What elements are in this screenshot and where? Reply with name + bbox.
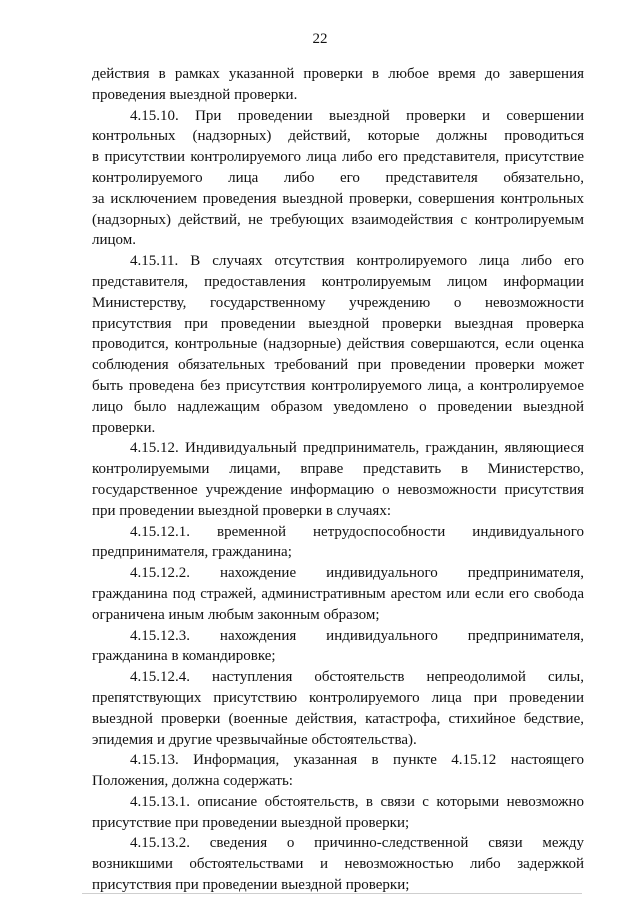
text-line: контролируемыми лицами, вправе представить в Министерство, <box>92 461 584 478</box>
text-line: ограничена иным любым законным образом; <box>92 606 380 623</box>
text-line: действия в рамках указанной проверки в любое время до завершения <box>92 66 584 82</box>
text-line: проведения выездной проверки. <box>92 86 298 103</box>
page-number: 22 <box>312 31 328 47</box>
text-line: гражданина в командировке; <box>92 648 276 665</box>
text-line: Положения, должна содержать: <box>92 773 293 790</box>
text-line: возникшими обстоятельствами и невозможностью либо задержкой <box>92 856 584 873</box>
paragraph-4-15-12 <box>92 438 584 521</box>
text-line: 4.15.13.2. сведения о причинно-следственной связи между <box>130 835 584 852</box>
text-line: (надзорных) действий, не требующих взаимодействия с контролируемым <box>92 211 584 228</box>
text-line: контрольных (надзорных) действий, которые должны проводиться <box>92 128 584 145</box>
text-line: в присутствии контролируемого лица либо его представителя, присутствие <box>92 149 584 166</box>
text-line: предпринимателя, гражданина; <box>92 544 292 561</box>
text-line: лицом. <box>92 232 136 249</box>
text-line: соблюдения обязательных требований при проведении проверки может <box>92 357 584 374</box>
text-line: за исключением проведения выездной проверки, совершения контрольных <box>92 190 584 207</box>
document-body <box>92 64 584 896</box>
paragraph-4-15-13 <box>92 750 584 792</box>
paragraph-4-15-12-4 <box>92 667 584 750</box>
text-line: Министерству, государственному учреждению о невозможности <box>92 294 584 311</box>
text-line: препятствующих присутствию контролируемого лица при проведении <box>92 689 584 706</box>
text-line: при проведении выездной проверки в случаях: <box>92 502 391 519</box>
scan-artifact-line <box>82 893 582 894</box>
text-line: 4.15.11. В случаях отсутствия контролируемого лица либо его <box>130 253 584 270</box>
text-line: 4.15.12.2. нахождение индивидуального предпринимателя, <box>130 565 584 582</box>
text-line: 4.15.12. Индивидуальный предприниматель, гражданин, являющиеся <box>130 440 584 457</box>
text-line: 4.15.10. При проведении выездной проверки и совершении <box>130 107 584 124</box>
text-line: 4.15.12.1. временной нетрудоспособности индивидуального <box>130 523 584 540</box>
text-line: быть проведена без присутствия контролируемого лица, а контролируемое <box>92 377 584 394</box>
text-line: гражданина под стражей, административным арестом или если его свобода <box>92 585 584 602</box>
text-line: присутствия при проведении выездной проверки выездная проверка <box>92 315 584 332</box>
paragraph-4-15-13-1 <box>92 792 584 834</box>
text-line: проводится, контрольные (надзорные) действия совершаются, если оценка <box>92 336 584 353</box>
paragraph-cont <box>92 64 584 106</box>
text-line: выездной проверки (военные действия, катастрофа, стихийное бедствие, <box>92 710 584 727</box>
paragraph-4-15-11 <box>92 251 584 438</box>
text-line: эпидемия и другие чрезвычайные обстоятельства). <box>92 731 417 748</box>
text-line: 4.15.13. Информация, указанная в пункте 4.15.12 настоящего <box>130 752 584 769</box>
paragraph-4-15-12-2 <box>92 563 584 625</box>
paragraph-4-15-12-1 <box>92 522 584 564</box>
text-line: лицо было надлежащим образом уведомлено о проведении выездной <box>92 398 584 415</box>
text-line: 4.15.13.1. описание обстоятельств, в связи с которыми невозможно <box>130 793 584 810</box>
text-line: присутствие при проведении выездной проверки; <box>92 814 410 831</box>
paragraph-4-15-12-3 <box>92 626 584 668</box>
text-line: государственное учреждение информацию о невозможности присутствия <box>92 481 584 498</box>
paragraph-4-15-13-2 <box>92 833 584 895</box>
paragraph-4-15-10 <box>92 106 584 252</box>
text-line: 4.15.12.3. нахождения индивидуального предпринимателя, <box>130 627 584 644</box>
text-line: контролируемого лица либо его представителя обязательно, <box>92 169 584 186</box>
text-line: 4.15.12.4. наступления обстоятельств непреодолимой силы, <box>130 669 584 686</box>
text-line: присутствия при проведении выездной проверки; <box>92 877 410 894</box>
text-line: проверки. <box>92 419 156 436</box>
text-line: представителя, предоставления контролируемым лицом информации <box>92 273 584 290</box>
